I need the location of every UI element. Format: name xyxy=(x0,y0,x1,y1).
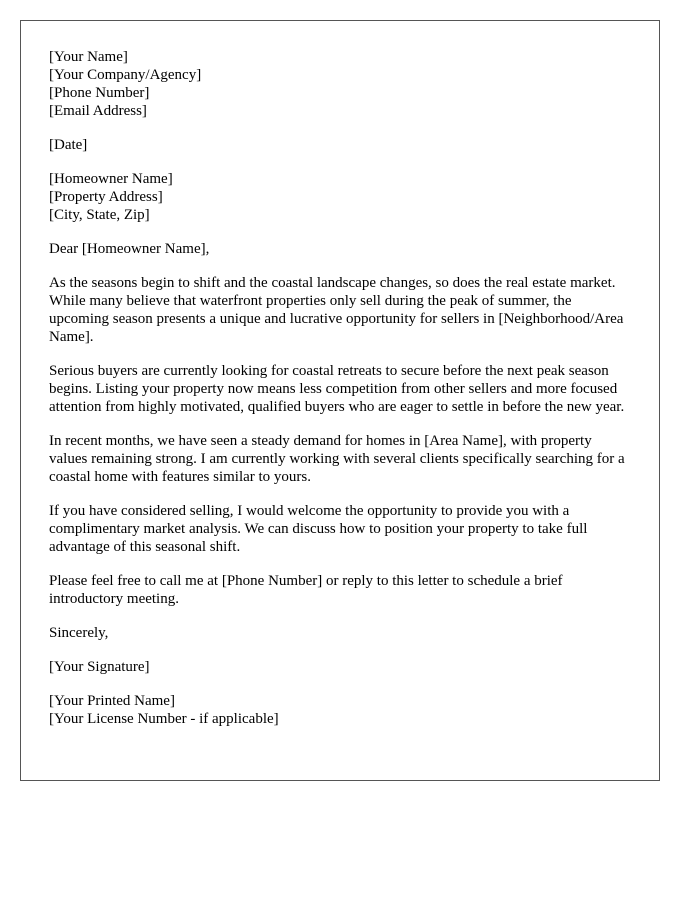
sender-phone: [Phone Number] xyxy=(49,85,150,101)
recipient-name: [Homeowner Name] xyxy=(49,171,173,187)
letter-date: [Date] xyxy=(49,137,88,153)
body-paragraph-4-text: If you have considered selling, I would welcome the opportunity to provide you with a complimentary market analysis. We can discuss how to position your property to take full advantage of this seasonal shift. xyxy=(49,503,588,555)
sender-email: [Email Address] xyxy=(49,103,147,119)
body-paragraph-5-text: Please feel free to call me at [Phone Number] or reply to this letter to schedule a brief introductory meeting. xyxy=(49,573,563,607)
body-paragraph-1 xyxy=(49,274,631,346)
printed-name: [Your Printed Name] xyxy=(49,693,175,709)
body-paragraph-2-text: Serious buyers are currently looking for coastal retreats to secure before the next peak season begins. Listing your property now means less competition from other sellers and more focused attention from highly motivated, qualified buyers who are eager to settle in before the new year. xyxy=(49,363,625,415)
printed-name-block xyxy=(49,692,631,728)
body-paragraph-5 xyxy=(49,572,631,608)
salutation: Dear [Homeowner Name], xyxy=(49,241,210,257)
recipient-city-state-zip: [City, State, Zip] xyxy=(49,207,150,223)
sender-block xyxy=(49,48,631,120)
body-paragraph-4 xyxy=(49,502,631,556)
closing-block xyxy=(49,624,631,642)
date-block xyxy=(49,136,631,154)
recipient-block xyxy=(49,170,631,224)
recipient-address: [Property Address] xyxy=(49,189,163,205)
body-paragraph-1-text: As the seasons begin to shift and the coastal landscape changes, so does the real estate market. While many believe that waterfront properties only sell during the peak of summer, the upcoming season presents a unique and lucrative opportunity for sellers in [Neighborhood/Area Name]. xyxy=(49,275,624,345)
signature: [Your Signature] xyxy=(49,659,150,675)
body-paragraph-3-text: In recent months, we have seen a steady demand for homes in [Area Name], with property values remaining strong. I am currently working with several clients specifically searching for a coastal home with features similar to yours. xyxy=(49,433,625,485)
body-paragraph-2 xyxy=(49,362,631,416)
body-paragraph-3 xyxy=(49,432,631,486)
sender-name: [Your Name] xyxy=(49,49,128,65)
salutation-block xyxy=(49,240,631,258)
closing: Sincerely, xyxy=(49,625,109,641)
sender-company: [Your Company/Agency] xyxy=(49,67,202,83)
license-number: [Your License Number - if applicable] xyxy=(49,711,279,727)
letter-page xyxy=(20,20,660,781)
signature-block xyxy=(49,658,631,676)
